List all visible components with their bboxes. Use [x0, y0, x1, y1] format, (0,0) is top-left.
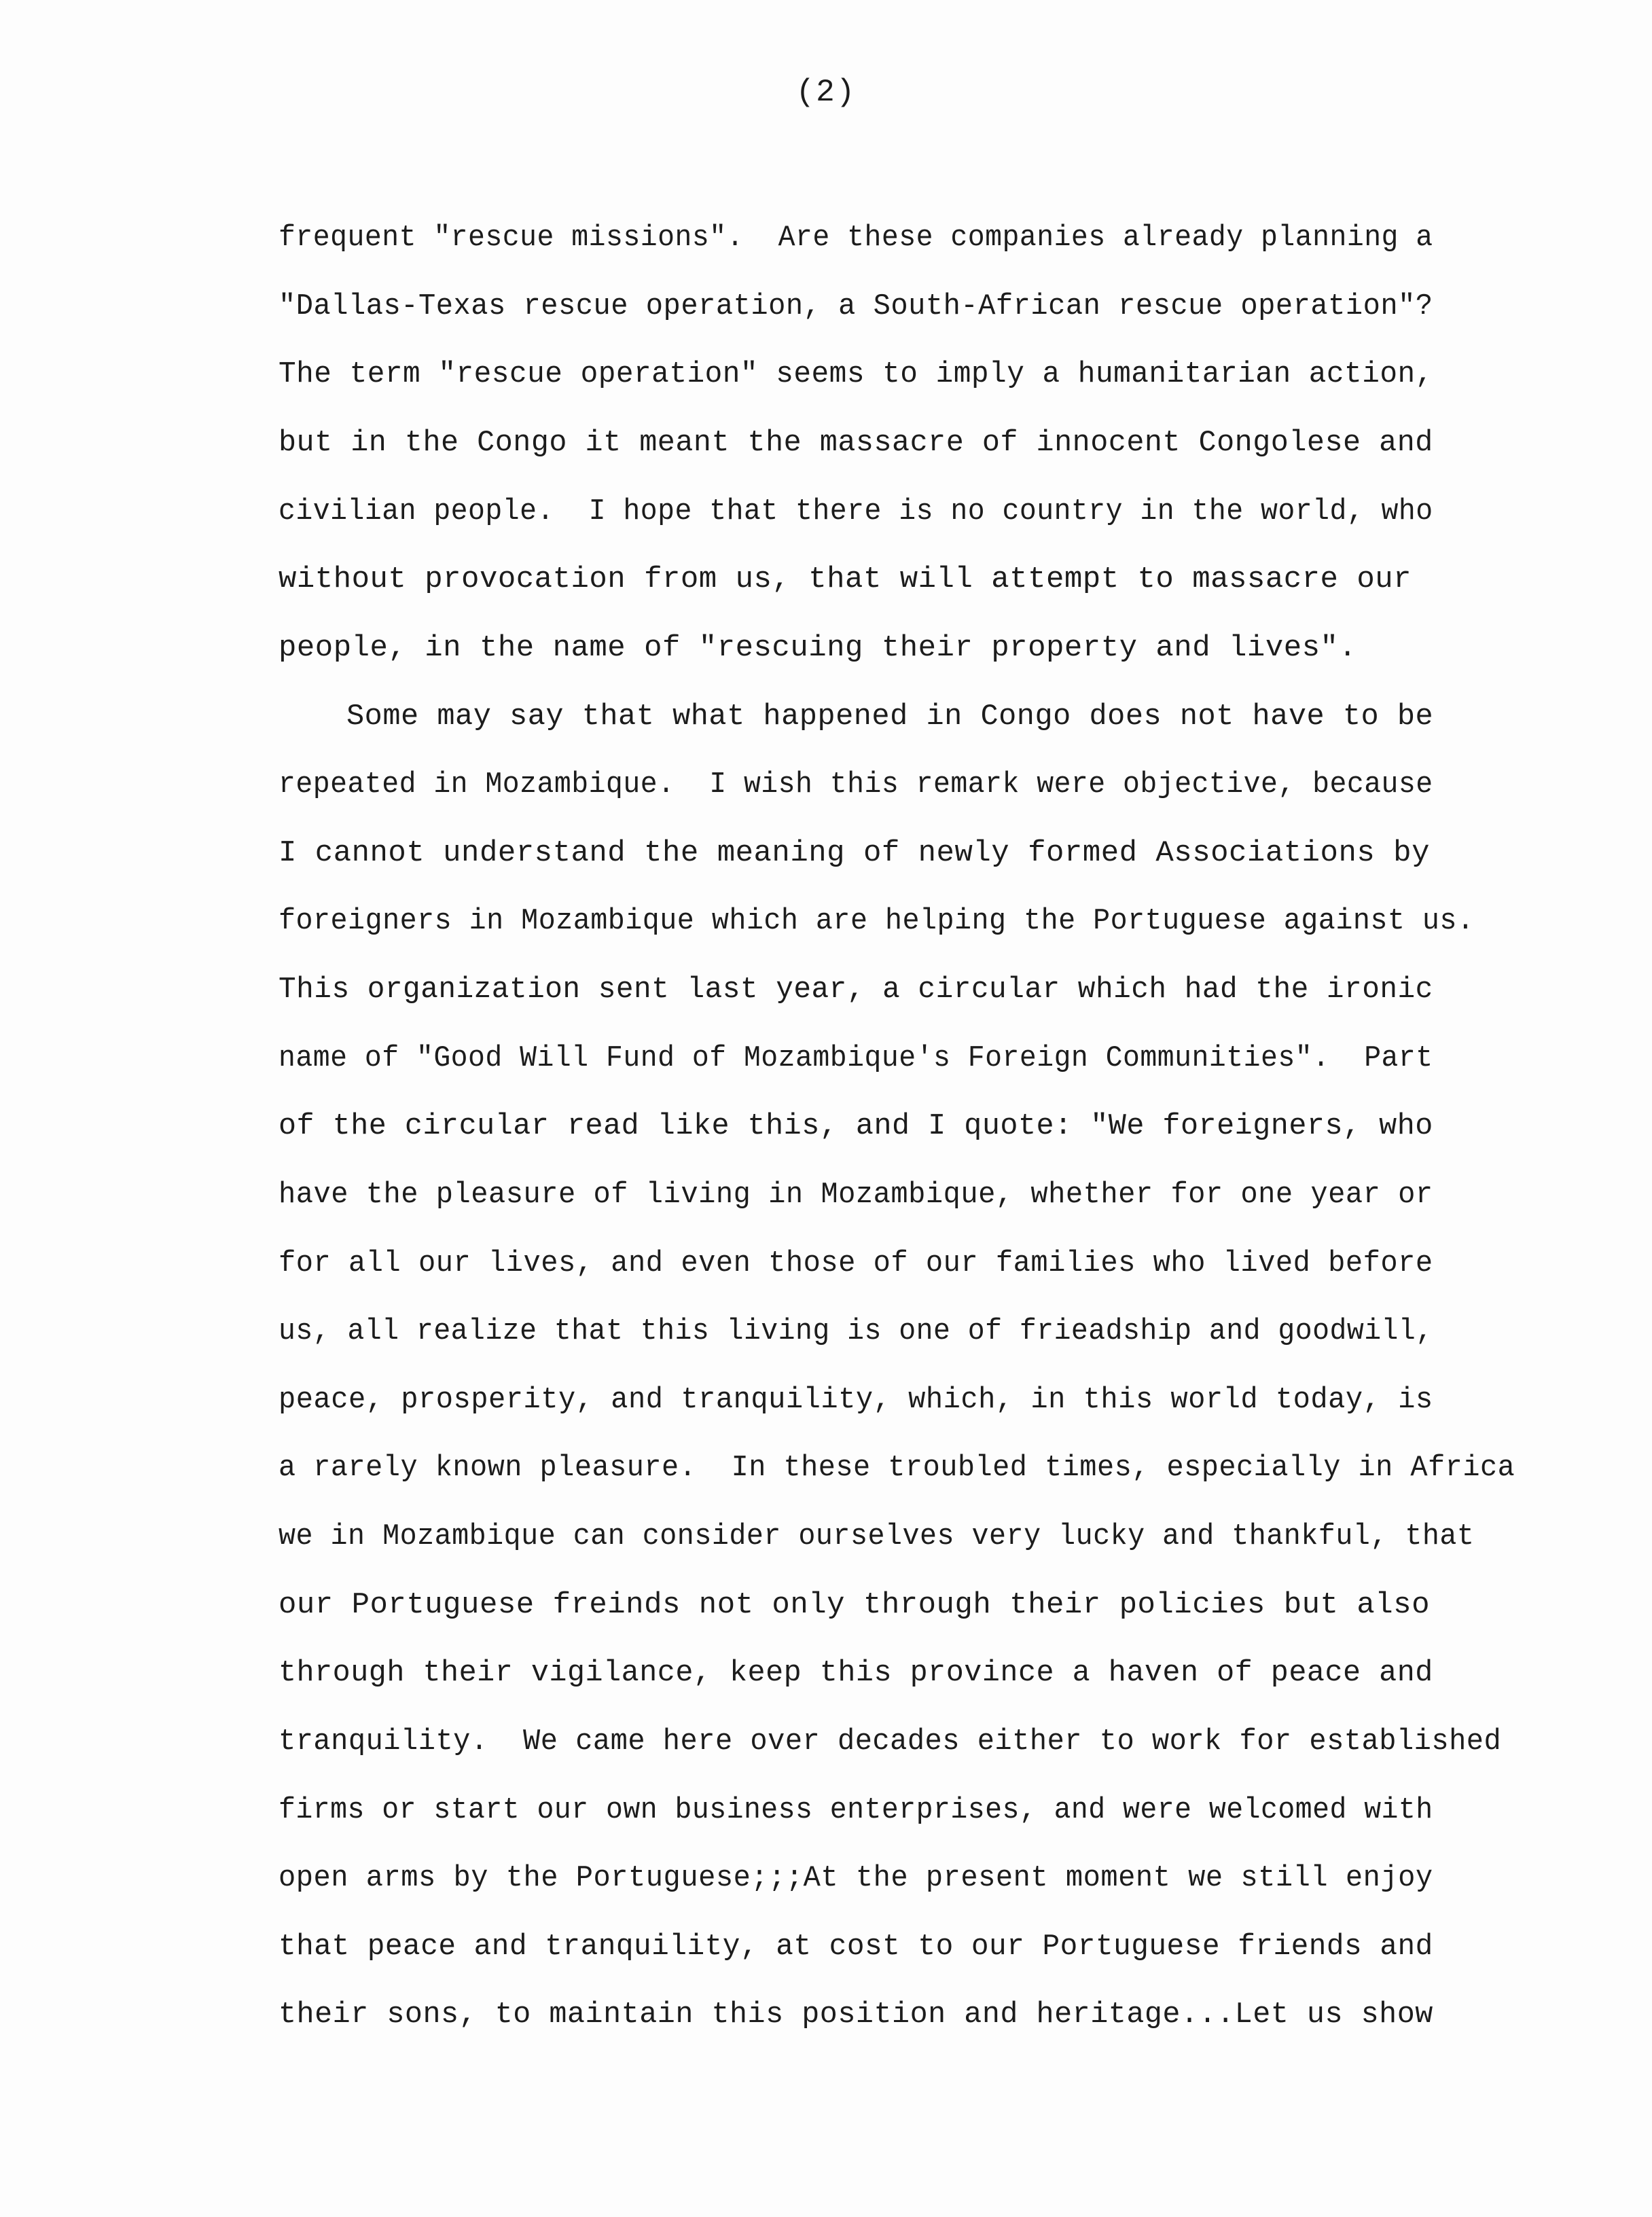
text-line: have the pleasure of living in Mozambique, whether for one year or	[279, 1178, 1433, 1212]
text-line: that peace and tranquility, at cost to our Portuguese friends and	[279, 1930, 1433, 1964]
text-line: "Dallas-Texas rescue operation, a South-African rescue operation"?	[279, 289, 1433, 323]
text-line: firms or start our own business enterprises, and were welcomed with	[279, 1793, 1433, 1827]
text-line: people, in the name of "rescuing their property and lives".	[279, 631, 1357, 665]
text-line: their sons, to maintain this position and heritage...Let us show	[279, 1998, 1433, 2032]
text-line: of the circular read like this, and I quote: "We foreigners, who	[279, 1109, 1433, 1143]
text-line: but in the Congo it meant the massacre of innocent Congolese and	[279, 426, 1433, 460]
text-line: a rarely known pleasure. In these troubled times, especially in Africa	[279, 1451, 1515, 1485]
text-line: repeated in Mozambique. I wish this remark were objective, because	[279, 768, 1433, 801]
text-line: we in Mozambique can consider ourselves very lucky and thankful, that	[279, 1519, 1475, 1553]
text-line: through their vigilance, keep this province a haven of peace and	[279, 1656, 1433, 1690]
text-line: This organization sent last year, a circular which had the ironic	[279, 973, 1433, 1007]
text-line: for all our lives, and even those of our families who lived before	[279, 1246, 1433, 1280]
text-line: without provocation from us, that will attempt to massacre our	[279, 562, 1412, 596]
text-line: us, all realize that this living is one of frieadship and goodwill,	[279, 1314, 1433, 1348]
text-line: tranquility. We came here over decades either to work for established	[279, 1725, 1502, 1759]
paragraph-start-line: Some may say that what happened in Congo does not have to be	[346, 700, 1434, 734]
text-line: name of "Good Will Fund of Mozambique's Foreign Communities". Part	[279, 1041, 1433, 1075]
text-line: The term "rescue operation" seems to imply a humanitarian action,	[279, 357, 1433, 391]
text-line: foreigners in Mozambique which are helping the Portuguese against us.	[279, 904, 1475, 938]
text-line: frequent "rescue missions". Are these companies already planning a	[279, 221, 1433, 255]
page-number: (2)	[795, 75, 857, 110]
text-line: our Portuguese freinds not only through their policies but also	[279, 1588, 1430, 1622]
text-line: open arms by the Portuguese;;;At the present moment we still enjoy	[279, 1861, 1433, 1895]
text-line: peace, prosperity, and tranquility, which, in this world today, is	[279, 1383, 1433, 1417]
text-line: I cannot understand the meaning of newly formed Associations by	[279, 836, 1430, 870]
text-line: civilian people. I hope that there is no country in the world, who	[279, 494, 1433, 528]
